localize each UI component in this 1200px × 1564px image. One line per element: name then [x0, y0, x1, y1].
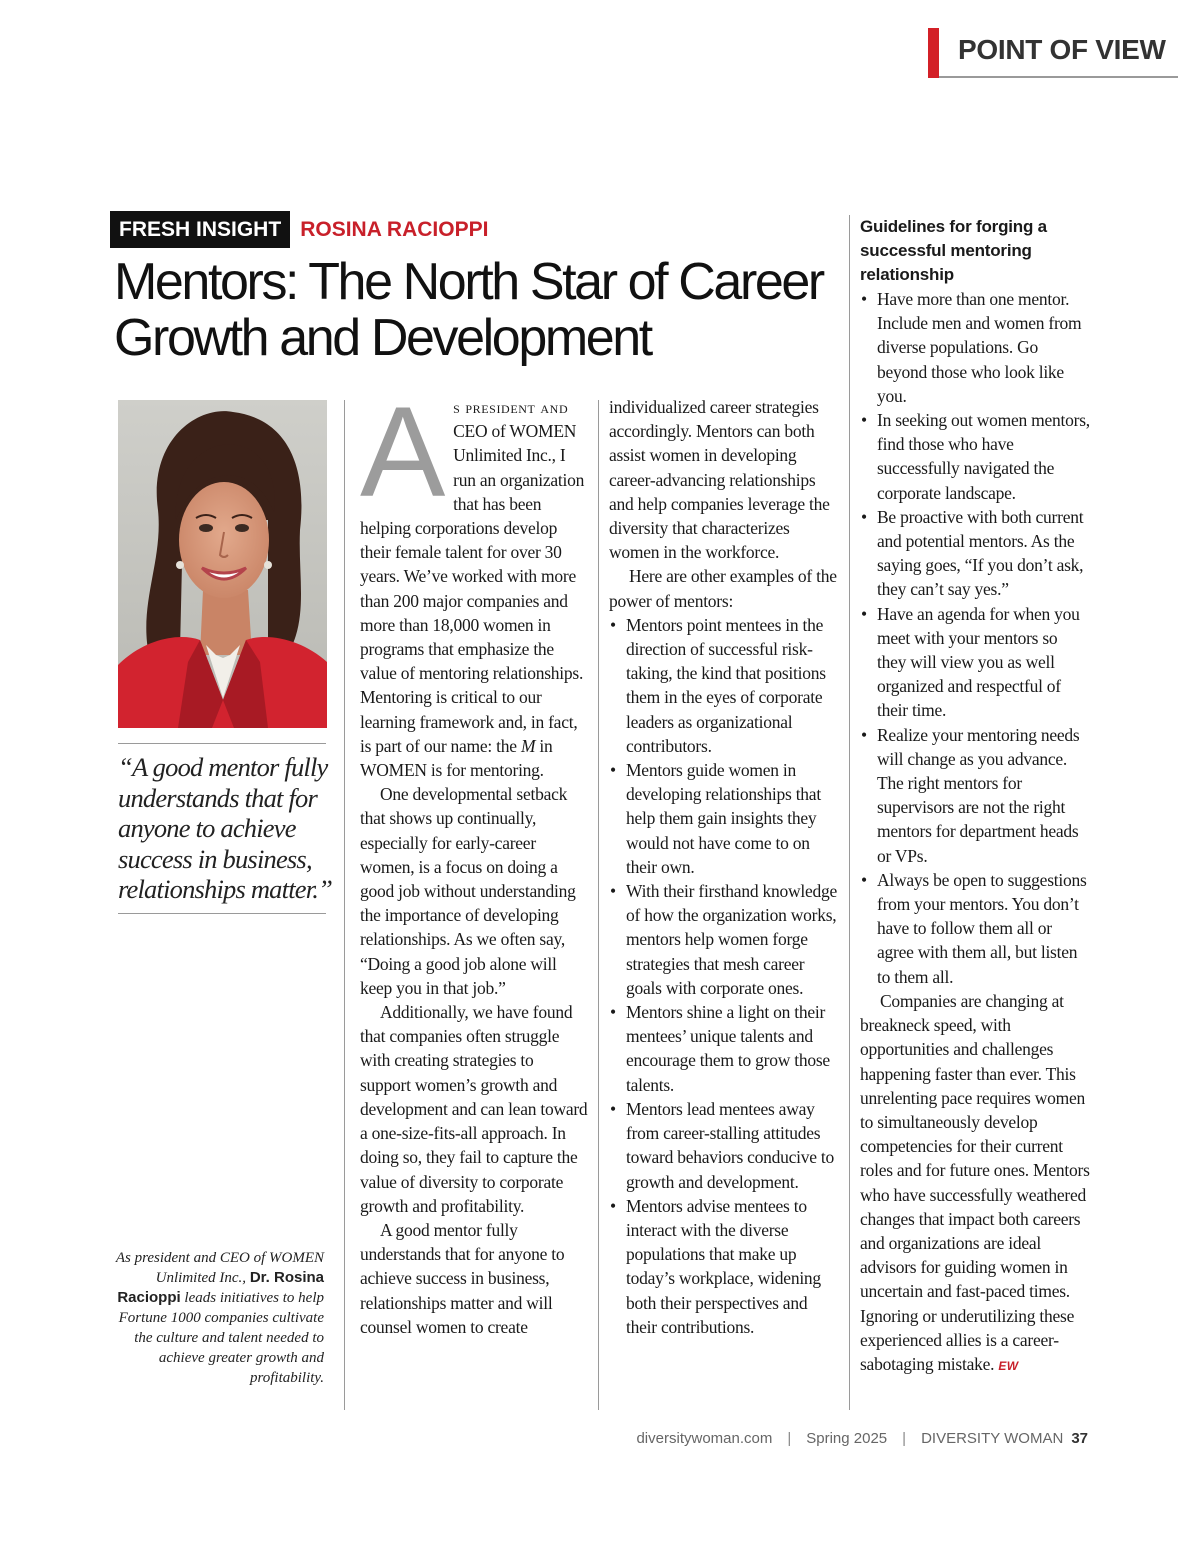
column-rule: [344, 400, 345, 1410]
article-bullet-list: [609, 613, 841, 1339]
bio-lead: As president and CEO of WOMEN Unlimited Inc.,: [115, 1250, 324, 1286]
author-bio: [100, 1248, 324, 1388]
kicker-label: FRESH INSIGHT: [110, 211, 290, 248]
list-item: • Be proactive with both current and potential mentors. As the saying goes, “If you don’t ask, they can’t say yes.”: [860, 505, 1090, 602]
article-title: Mentors: The North Star of Career Growth and Development: [114, 253, 823, 367]
pullquote-bottom-rule: [118, 913, 326, 914]
pullquote-top-rule: [118, 743, 326, 744]
column-rule: [598, 400, 599, 1410]
article-paragraph: As president and CEO of WOMEN Unlimited Inc., I run an organization that has been helping corporations develop their female talent for over 30 years. We’ve worked with more than 200 major companies and more than 18,000 women in programs that emphasize the value of mentoring relationships. Mentoring is critical to our learning framework and, in fact, is part of our name: the M in WOMEN is for mentoring.: [360, 381, 585, 781]
list-item: • Always be open to suggestions from your mentors. You don’t have to follow them all or agree with them all, but listen to them all.: [860, 868, 1090, 989]
section-title: POINT OF VIEW: [958, 34, 1166, 65]
author-byline: ROSINA RACIOPPI: [300, 217, 489, 241]
article-paragraph: Here are other examples of the power of mentors:: [609, 566, 837, 611]
list-item: • Mentors guide women in developing relationships that help them gain insights they would not have come to on their own.: [609, 758, 841, 879]
list-item: • With their firsthand knowledge of how the organization works, mentors help women forge strategies that mesh career goals with corporate ones.: [609, 879, 841, 1000]
list-item: • Mentors point mentees in the direction of successful risk-taking, the kind that positions them in the eyes of corporate leaders as organizational contributors.: [609, 613, 841, 758]
sidebar-bullet-list: [860, 287, 1090, 989]
sidebar-column: [860, 215, 1090, 1378]
list-item: • In seeking out women mentors, find those who have successfully navigated the corporate landscape.: [860, 408, 1090, 505]
closing-paragraph: Companies are changing at breakneck speed, with opportunities and challenges happening faster than ever. This unrelenting pace requires women to simultaneously develop competencies for their current roles and for future ones. Mentors who have successfully weathered changes that impact both careers and organizations are ideal advisors for guiding women in uncertain and fast-paced times. Ignoring or underutilizing these experienced allies is a career-sabotaging mistake. EW: [860, 990, 1090, 1374]
end-mark: EW: [998, 1358, 1019, 1373]
list-item: • Mentors advise mentees to interact with the diverse populations that make up today’s workplace, widening both their perspectives and their contributions.: [609, 1194, 841, 1339]
footer-magazine: DIVERSITY WOMAN: [921, 1430, 1064, 1447]
list-item: • Have an agenda for when you meet with your mentors so they will view you as well organized and respectful of their time.: [860, 602, 1090, 723]
kicker: [110, 211, 488, 248]
section-accent-bar: [928, 28, 939, 78]
list-item: • Mentors lead mentees away from career-stalling attitudes toward behaviors conducive to growth and development.: [609, 1097, 841, 1194]
list-item: • Mentors shine a light on their mentees’ unique talents and encourage them to grow those talents.: [609, 1000, 841, 1097]
page-number: 37: [1071, 1430, 1088, 1447]
bio-rest: leads initiatives to help Fortune 1000 companies cultivate the culture and talent needed to achieve greater growth and profitability.: [118, 1290, 324, 1386]
sidebar-heading: Guidelines for forging a successful mentoring relationship: [860, 217, 1047, 284]
list-item: • Realize your mentoring needs will change as you advance. The right mentors for supervisors are not the right mentors for department heads or VPs.: [860, 723, 1090, 868]
author-photo: [118, 400, 327, 728]
article-column-1: [360, 381, 588, 1339]
opening-smallcaps: s president and: [453, 397, 569, 417]
list-item: • Have more than one mentor. Include men and women from diverse populations. Go beyond those who look like you.: [860, 287, 1090, 408]
pull-quote: “A good mentor fully understands that for anyone to achieve success in business, relationships matter.”: [118, 752, 333, 904]
article-paragraph: Additionally, we have found that companies often struggle with creating strategies to support women’s growth and development and can lean toward a one-size-fits-all approach. In doing so, they fail to capture the value of diversity to corporate growth and profitability.: [360, 1002, 588, 1216]
article-column-2: [609, 395, 841, 1339]
section-header: [928, 28, 1178, 78]
page-footer: diversitywoman.com | Spring 2025 | DIVERSITY WOMAN 37: [636, 1430, 1088, 1447]
footer-website: diversitywoman.com: [636, 1430, 773, 1447]
footer-issue: Spring 2025: [806, 1430, 888, 1447]
article-paragraph: One developmental setback that shows up continually, especially for early-career women, is a focus on doing a good job without understanding the importance of developing relationships. As we often say, “Doing a good job alone will keep you in that job.”: [360, 784, 576, 998]
article-paragraph-continued: individualized career strategies accordingly. Mentors can both assist women in developing career-advancing relationships and help companies leverage the diversity that characterizes women in the workforce.: [609, 397, 830, 563]
section-rule: [939, 76, 1178, 78]
drop-cap: A: [360, 381, 446, 524]
article-paragraph: A good mentor fully understands that for anyone to achieve success in business, relationships matter and will counsel women to create: [360, 1219, 565, 1337]
bio-name: Dr. Rosina Racioppi: [117, 1269, 324, 1306]
column-rule: [849, 215, 850, 1410]
